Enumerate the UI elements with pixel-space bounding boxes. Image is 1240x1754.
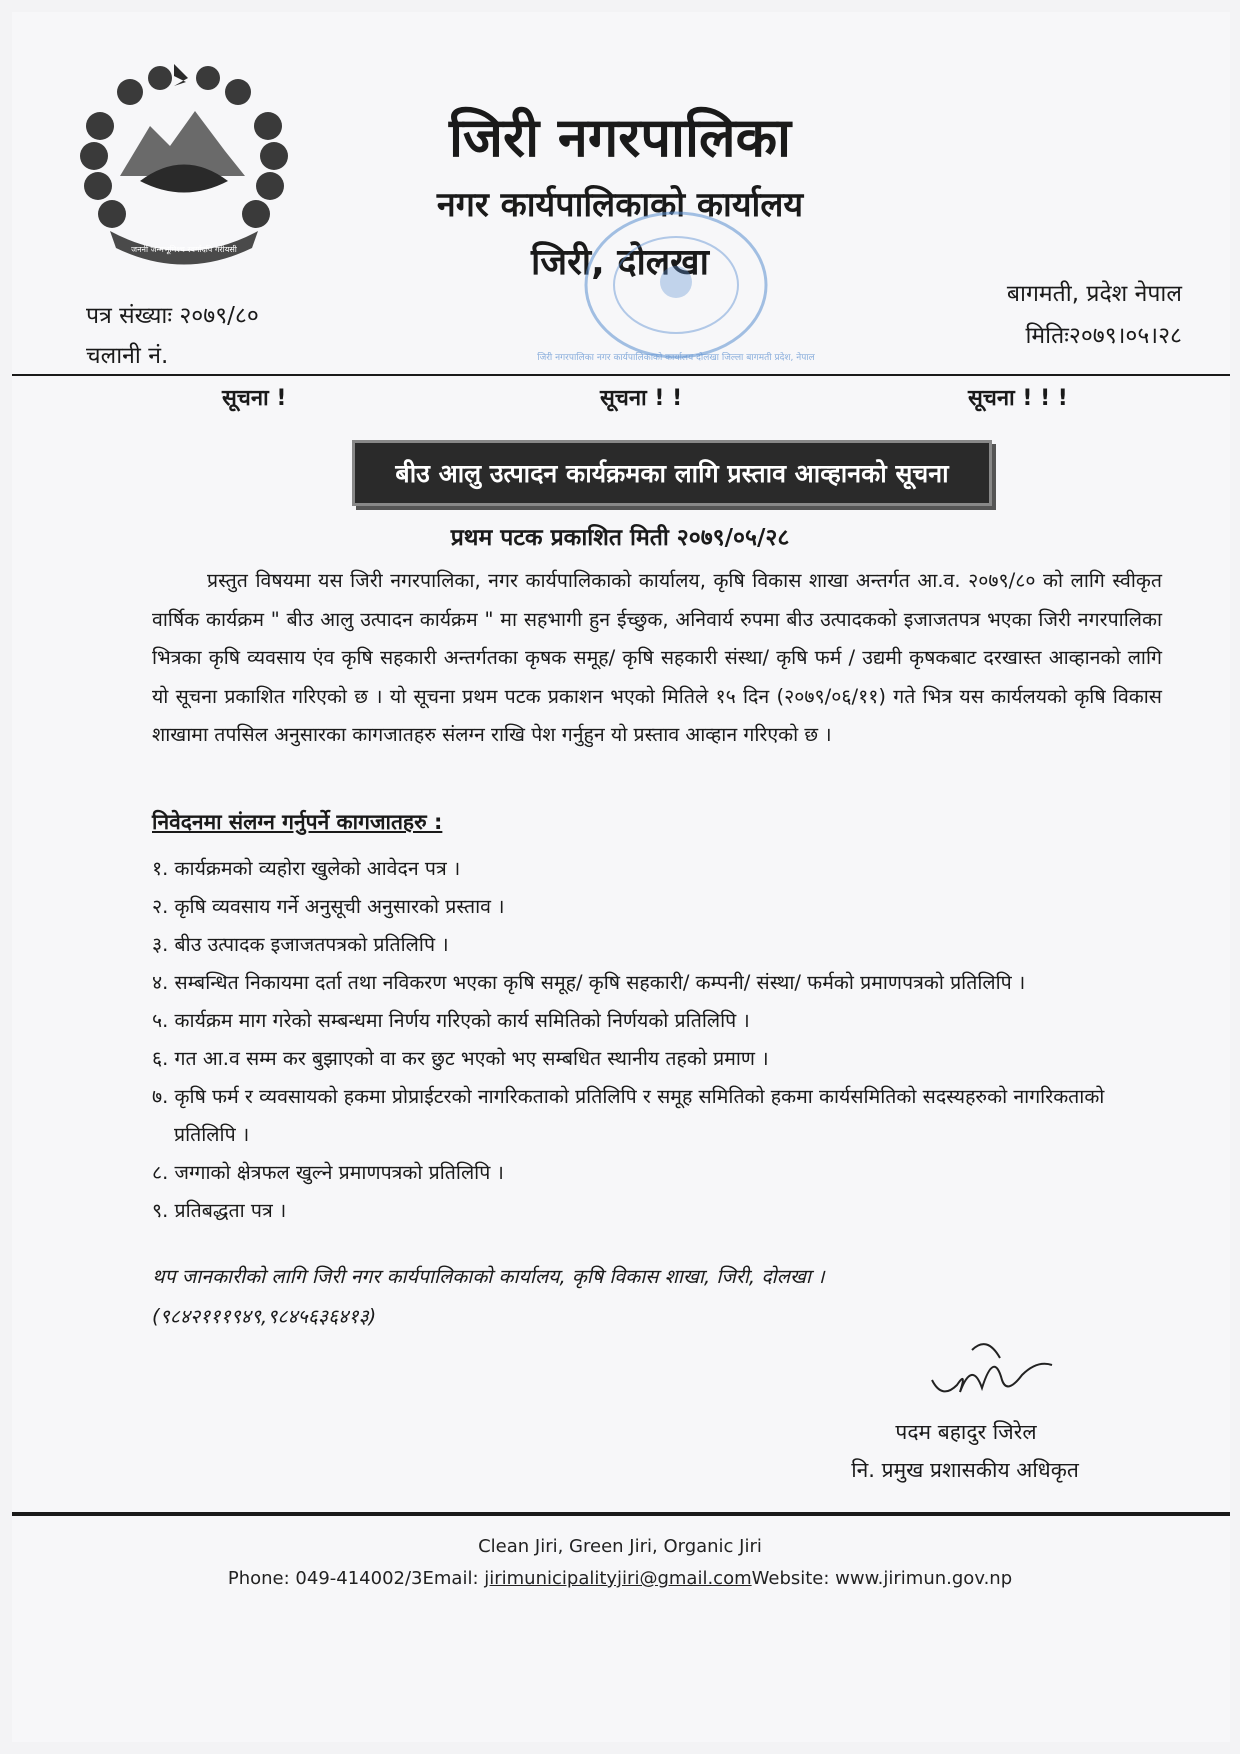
list-item: ५. कार्यक्रम माग गरेको सम्बन्धमा निर्णय गरिएको कार्य समितिको निर्णयको प्रतिलिपि । [152,1009,750,1032]
published-date: प्रथम पटक प्रकाशित मिती २०७९/०५/२८ [450,525,790,551]
list-item: ६. गत आ.व सम्म कर बुझाएको वा कर छुट भएको भए सम्बधित स्थानीय तहको प्रमाण । [152,1047,769,1070]
dispatch-number: चलानी नं. [86,343,169,369]
office-stamp-icon [537,200,815,370]
body-paragraph: प्रस्तुत विषयमा यस जिरी नगरपालिका, नगर कार्यपालिकाको कार्यालय, कृषि विकास शाखा अन्तर्गत आ.व. २०७९/८० को लागि स्वीकृत वार्षिक कार्यक्रम " बीउ आलु उत्पादन कार्यक्रम " मा सहभागी हुन ईच्छुक, अनिवार्य रुपमा बीउ उत्पादकको इजाजतपत्र भएका जिरी नगरपालिका भित्रका कृषि व्यवसाय एंव कृषि सहकारी अन्तर्गतका कृषक समूह/ कृषि सहकारी संस्था/ कृषि फर्म / उद्यमी कृषकबाट दरखास्त आव्हानको लागि यो सूचना प्रकाशित गरिएको छ । यो सूचना प्रथम पटक प्रकाशन भएको मितिले १५ दिन (२०७९/०६/११) गते भित्र यस कार्यलयको कृषि विकास शाखामा तपसिल अनुसारका कागजातहरु संलग्न राखि पेश गर्नुहुन यो प्रस्ताव आव्हान गरिएको छ । [152,569,1162,746]
footer-website[interactable]: Website: www.jirimun.gov.np [751,1568,1013,1589]
list-item: ९. प्रतिबद्धता पत्र । [152,1199,287,1222]
notice-label-2: सूचना ! ! [600,386,683,411]
list-item: ३. बीउ उत्पादक इजाजतपत्रको प्रतिलिपि । [152,933,449,956]
notice-label-1: सूचना ! [222,386,287,411]
office-name: नगर कार्यपालिकाको कार्यालय [436,185,804,225]
contact-phones: (९८४२१११९४९,९८४५६३६४१३) [152,1305,377,1328]
list-item: ४. सम्बन्धित निकायमा दर्ता तथा नविकरण भएका कृषि समूह/ कृषि सहकारी/ कम्पनी/ संस्था/ फर्मको प्रमाणपत्रको प्रतिलिपि । [152,971,1026,994]
footer-slogan: Clean Jiri, Green Jiri, Organic Jiri [478,1536,762,1557]
subject-banner [352,440,992,506]
contact-note: थप जानकारीको लागि जिरी नगर कार्यपालिकाको कार्यालय, कृषि विकास शाखा, जिरी, दोलखा । [152,1265,825,1288]
footer-divider [12,1512,1230,1516]
letter-date: मितिः२०७९।०५।२८ [1025,323,1182,349]
office-location: जिरी, दोलखा [531,242,709,283]
signatory-title: नि. प्रमुख प्रशासकीय अधिकृत [851,1458,1079,1482]
subject-text: बीउ आलु उत्पादन कार्यक्रमका लागि प्रस्ताव आव्हानको सूचना [395,459,949,488]
svg-text:जिरी नगरपालिका नगर कार्यपालिका: जिरी नगरपालिका नगर कार्यपालिकाको कार्यालय दोलखा जिल्ला बागमती प्रदेश, नेपाल [537,353,815,363]
footer-phone: Phone: 049-414002/3 [227,1568,423,1589]
svg-text:जननी जन्मभूमिश्च स्वर्गादपि गर: जननी जन्मभूमिश्च स्वर्गादपि गरीयसी [131,245,237,254]
list-item: १. कार्यक्रमको व्यहोरा खुलेको आवेदन पत्र । [152,857,461,880]
footer-email-label: Email: [422,1568,485,1589]
municipality-name: जिरी नगरपालिका [448,106,792,169]
list-item: ७. कृषि फर्म र व्यवसायको हकमा प्रोप्राईटरको नागरिकताको प्रतिलिपि र समूह समितिको हकमा कार्यसमितिको सदस्यहरुको नागरिकताको प्रतिलिपि । [152,1085,1105,1146]
province-label: बागमती, प्रदेश नेपाल [1006,281,1182,307]
signature-icon [912,1330,1062,1412]
documents-heading: निवेदनमा संलग्न गर्नुपर्ने कागजातहरु : [152,810,443,834]
notice-label-3: सूचना ! ! ! [968,386,1068,411]
list-item: ८. जग्गाको क्षेत्रफल खुल्ने प्रमाणपत्रको प्रतिलिपि । [152,1161,504,1184]
footer-email-link[interactable]: jirimunicipalityjiri@gmail.com [484,1568,752,1589]
footer-contact [0,1568,1240,1589]
documents-list [152,850,1162,1230]
list-item: २. कृषि व्यवसाय गर्ने अनुसूची अनुसारको प्रस्ताव । [152,895,505,918]
header-divider [12,374,1230,376]
signatory-name: पदम बहादुर जिरेल [895,1420,1037,1444]
letter-number: पत्र संख्याः २०७९/८० [86,303,259,329]
